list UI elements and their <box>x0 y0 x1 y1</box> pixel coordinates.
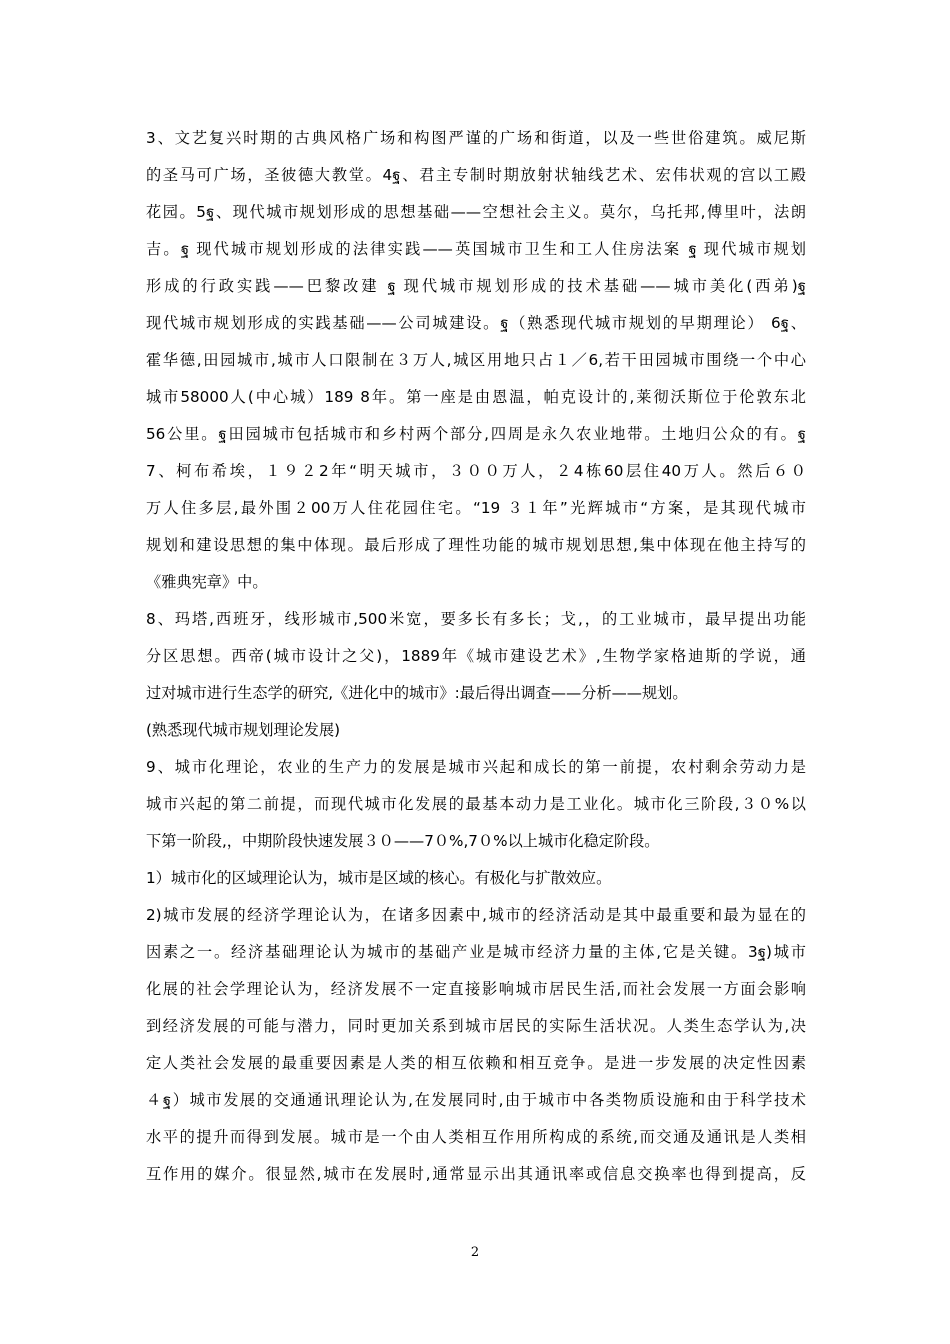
text-line: (熟悉现代城市规划理论发展) <box>146 721 341 739</box>
text-line: 过对城市进行生态学的研究,《进化中的城市》:最后得出调查——分析——规划。 <box>146 684 688 702</box>
text-line: 形成的行政实践——巴黎改建 ฐ 现代城市规划形成的技术基础——城市美化(西弟)ฐ <box>146 277 806 295</box>
text-line: 水平的提升而得到发展。城市是一个由人类相互作用所构成的系统,而交通及通讯是人类相 <box>146 1128 806 1146</box>
text-line: 1）城市化的区域理论认为，城市是区域的核心。有极化与扩散效应。 <box>146 869 612 887</box>
text-line: 城市兴起的第二前提，而现代城市化发展的最基本动力是工业化。城市化三阶段,３０%以 <box>146 795 806 813</box>
text-line: 因素之一。经济基础理论认为城市的基础产业是城市经济力量的主体,它是关键。3ฐ)城市 <box>146 943 806 961</box>
text-line: 分区思想。西帝(城市设计之父)，1889年《城市建设艺术》,生物学家格迪斯的学说，通 <box>146 647 806 665</box>
text-line: 《雅典宪章》中。 <box>146 573 268 591</box>
text-line: 下第一阶段,，中期阶段快速发展３０——7０%,7０%以上城市化稳定阶段。 <box>146 832 660 850</box>
page-number: 2 <box>470 1245 480 1260</box>
text-line: ４ฐ）城市发展的交通通讯理论认为,在发展同时,由于城市中各类物质设施和由于科学技术 <box>146 1091 806 1109</box>
document-body <box>146 120 806 1193</box>
text-line: 规划和建设思想的集中体现。最后形成了理性功能的城市规划思想,集中体现在他主持写的 <box>146 536 806 554</box>
text-line: 9、城市化理论，农业的生产力的发展是城市兴起和成长的第一前提，农村剩余劳动力是 <box>146 758 806 776</box>
text-line: 现代城市规划形成的实践基础——公司城建设。ฐ（熟悉现代城市规划的早期理论） 6ฐ、 <box>146 314 806 332</box>
text-line: 8、玛塔,西班牙，线形城市,500米宽，要多长有多长；戈,，的工业城市，最早提出功能 <box>146 610 806 628</box>
text-line: 化展的社会学理论认为，经济发展不一定直接影响城市居民生活,而社会发展一方面会影响 <box>146 980 806 998</box>
text-line: 城市58000人(中心城）189 8年。第一座是由恩温，帕克设计的,莱彻沃斯位于伦敦东北 <box>146 388 806 406</box>
text-line: 万人住多层,最外围２00万人住花园住宅。“19 ３１年”光辉城市“方案，是其现代城市 <box>146 499 806 517</box>
text-line: 霍华德,田园城市,城市人口限制在３万人,城区用地只占１／6,若干田园城市围绕一个中心 <box>146 351 806 369</box>
text-line: 56公里。ฐ田园城市包括城市和乡村两个部分,四周是永久农业地带。土地归公众的有。ฐ <box>146 425 806 443</box>
text-line: 的圣马可广场，圣彼德大教堂。4ฐ、君主专制时期放射状轴线艺术、宏伟状观的宫以工殿 <box>146 166 806 184</box>
text-line: 3、文艺复兴时期的古典风格广场和构图严谨的广场和街道，以及一些世俗建筑。威尼斯 <box>146 129 806 147</box>
text-line: 吉。ฐ 现代城市规划形成的法律实践——英国城市卫生和工人住房法案 ฐ 现代城市规划 <box>146 240 806 258</box>
text-line: 到经济发展的可能与潜力，同时更加关系到城市居民的实际生活状况。人类生态学认为,决 <box>146 1017 806 1035</box>
text-line: 2)城市发展的经济学理论认为，在诸多因素中,城市的经济活动是其中最重要和最为显在的 <box>146 906 806 924</box>
text-line: 互作用的媒介。很显然,城市在发展时,通常显示出其通讯率或信息交换率也得到提高，反 <box>146 1165 806 1183</box>
text-line: 花园。5ฐ、现代城市规划形成的思想基础——空想社会主义。莫尔，乌托邦,傅里叶，法朗 <box>146 203 806 221</box>
text-line: 7、柯布希埃，１９２2年“明天城市，３００万人，２4栋60层住40万人。然后６０ <box>146 462 806 480</box>
text-line: 定人类社会发展的最重要因素是人类的相互依赖和相互竞争。是进一步发展的决定性因素 <box>146 1054 806 1072</box>
